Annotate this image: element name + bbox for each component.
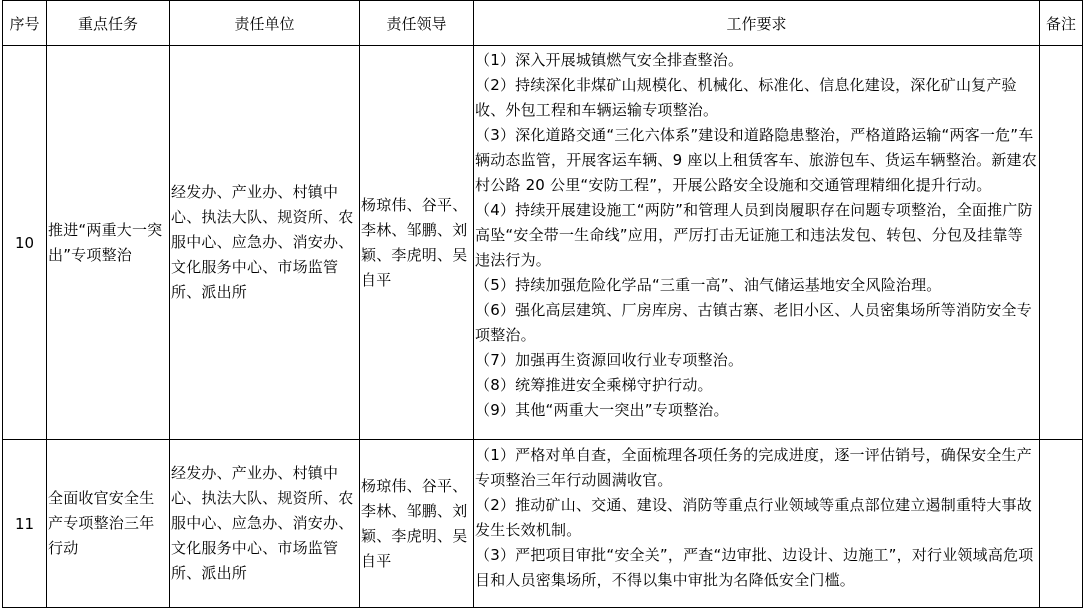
row-note xyxy=(1040,440,1083,608)
row-requirements xyxy=(474,46,1040,440)
requirement-item: （3）深化道路交通“三化六体系”建设和道路隐患整治，严格道路运输“两客一危”车辆动态监管，开展客运车辆、9 座以上租赁客车、旅游包车、货运车辆整治。新建农村公路 20 公里“安防工程”，开展公路安全设施和交通管理精细化提升行动。 xyxy=(475,126,1037,194)
row-unit: 经发办、产业办、村镇中心、执法大队、规资所、农服中心、应急办、消安办、文化服务中心、市场监管所、派出所 xyxy=(170,46,360,440)
row-requirements xyxy=(474,440,1040,608)
row-task: 全面收官安全生产专项整治三年行动 xyxy=(47,440,170,608)
row-note xyxy=(1040,46,1083,440)
row-leader: 杨琼伟、谷平、李林、邹鹏、刘颖、李虎明、吴自平 xyxy=(360,440,474,608)
header-unit: 责任单位 xyxy=(170,1,360,46)
requirement-item: （7）加强再生资源回收行业专项整治。 xyxy=(475,351,744,369)
header-requirements: 工作要求 xyxy=(474,1,1040,46)
header-task: 重点任务 xyxy=(47,1,170,46)
requirement-item: （4）持续开展建设施工“两防”和管理人员到岗履职存在问题专项整治，全面推广防高坠“安全带一生命线”应用，严厉打击无证施工和违法发包、转包、分包及挂靠等违法行为。 xyxy=(475,201,1033,269)
header-row xyxy=(3,1,1083,46)
requirement-item: （3）严把项目审批“安全关”，严查“边审批、边设计、边施工”，对行业领域高危项目和人员密集场所，不得以集中审批为名降低安全门槛。 xyxy=(475,546,1034,589)
requirement-item: （2）持续深化非煤矿山规模化、机械化、标准化、信息化建设，深化矿山复产验收、外包工程和车辆运输专项整治。 xyxy=(475,76,1017,119)
work-table xyxy=(2,0,1083,608)
header-leader: 责任领导 xyxy=(360,1,474,46)
table-row xyxy=(3,440,1083,608)
requirement-item: （5）持续加强危险化学品“三重一高”、油气储运基地安全风险治理。 xyxy=(475,276,942,294)
header-no: 序号 xyxy=(3,1,47,46)
requirement-item: （9）其他“两重大一突出”专项整治。 xyxy=(475,401,729,419)
header-note: 备注 xyxy=(1040,1,1083,46)
requirement-item: （2）推动矿山、交通、建设、消防等重点行业领域等重点部位建立遏制重特大事故发生长效机制。 xyxy=(475,496,1032,539)
row-number: 10 xyxy=(3,46,47,440)
row-task: 推进“两重大一突出”专项整治 xyxy=(47,46,170,440)
table-row xyxy=(3,46,1083,440)
row-leader: 杨琼伟、谷平、李林、邹鹏、刘颖、李虎明、吴自平 xyxy=(360,46,474,440)
requirement-item: （6）强化高层建筑、厂房库房、古镇古寨、老旧小区、人员密集场所等消防安全专项整治。 xyxy=(475,301,1032,344)
requirement-item: （8）统筹推进安全乘梯守护行动。 xyxy=(475,376,713,394)
requirement-item: （1）深入开展城镇燃气安全排查整治。 xyxy=(475,51,744,69)
row-number: 11 xyxy=(3,440,47,608)
requirement-item: （1）严格对单自查，全面梳理各项任务的完成进度，逐一评估销号，确保安全生产专项整治三年行动圆满收官。 xyxy=(475,446,1032,489)
row-unit: 经发办、产业办、村镇中心、执法大队、规资所、农服中心、应急办、消安办、文化服务中心、市场监管所、派出所 xyxy=(170,440,360,608)
